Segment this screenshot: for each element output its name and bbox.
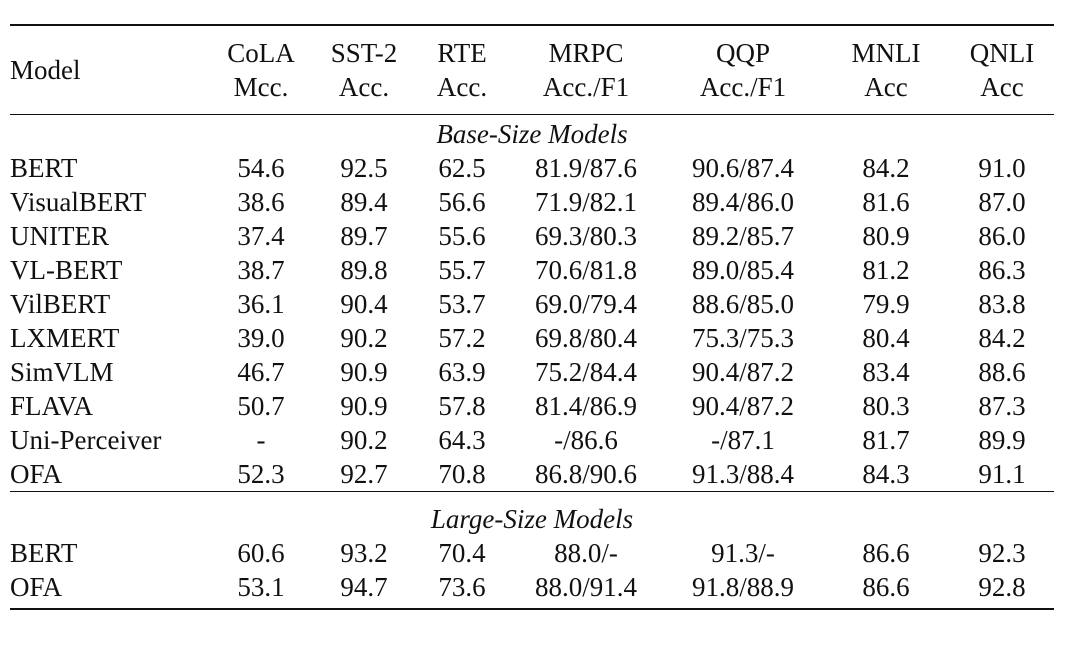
cell-model: BERT [10, 538, 78, 568]
cell-cola: 38.6 [237, 187, 285, 217]
base-size-section [10, 115, 1054, 492]
cell-qnli: 87.0 [978, 187, 1026, 217]
cell-model: LXMERT [10, 323, 120, 353]
cell-cola: 53.1 [237, 572, 285, 602]
cell-mnli: 81.2 [862, 255, 910, 285]
cell-model: FLAVA [10, 391, 94, 421]
cell-mnli: 86.6 [862, 572, 910, 602]
section-title-row [10, 492, 1054, 537]
cell-qqp: 91.8/88.9 [691, 572, 794, 602]
table-row [10, 253, 1054, 287]
cell-mnli: 81.7 [862, 425, 910, 455]
cell-qqp: 90.6/87.4 [691, 153, 794, 183]
cell-qqp: 89.4/86.0 [691, 187, 794, 217]
table-row [10, 151, 1054, 185]
cell-rte: 62.5 [438, 153, 486, 183]
cell-model: VilBERT [10, 289, 111, 319]
section-title: Large-Size Models [430, 504, 634, 534]
cell-mrpc: 70.6/81.8 [534, 255, 637, 285]
cell-sst2: 90.4 [340, 289, 388, 319]
cell-rte: 55.7 [438, 255, 486, 285]
cell-model: OFA [10, 459, 63, 489]
table-row [10, 536, 1054, 570]
cell-qqp: 90.4/87.2 [691, 357, 794, 387]
table-row [10, 570, 1054, 609]
header-model: Model [10, 55, 81, 85]
cell-mnli: 84.3 [862, 459, 910, 489]
cell-sst2: 89.4 [340, 187, 388, 217]
cell-mrpc: 69.0/79.4 [534, 289, 637, 319]
cell-model: VisualBERT [10, 187, 147, 217]
table-row [10, 423, 1054, 457]
table-row [10, 321, 1054, 355]
cell-qnli: 92.3 [978, 538, 1026, 568]
cell-sst2: 94.7 [340, 572, 388, 602]
header-qnli: QNLI Acc [969, 38, 1035, 102]
cell-qnli: 86.3 [978, 255, 1026, 285]
cell-cola: 50.7 [237, 391, 285, 421]
cell-model: BERT [10, 153, 78, 183]
table-row [10, 355, 1054, 389]
cell-cola: 46.7 [237, 357, 285, 387]
header-mnli: MNLI Acc [851, 38, 921, 102]
cell-mrpc: -/86.6 [554, 425, 618, 455]
cell-rte: 57.2 [438, 323, 486, 353]
cell-cola: - [256, 425, 266, 455]
cell-qqp: 90.4/87.2 [691, 391, 794, 421]
cell-sst2: 90.9 [340, 357, 388, 387]
cell-mnli: 86.6 [862, 538, 910, 568]
cell-qqp: 89.2/85.7 [691, 221, 794, 251]
header-qqp: QQP Acc./F1 [699, 38, 787, 102]
cell-qnli: 87.3 [978, 391, 1026, 421]
header-mrpc: MRPC Acc./F1 [542, 38, 630, 102]
cell-mrpc: 86.8/90.6 [534, 459, 637, 489]
cell-qqp: 88.6/85.0 [691, 289, 794, 319]
cell-cola: 36.1 [237, 289, 285, 319]
cell-mrpc: 69.3/80.3 [534, 221, 637, 251]
cell-qnli: 91.0 [978, 153, 1026, 183]
cell-sst2: 92.7 [340, 459, 388, 489]
cell-rte: 56.6 [438, 187, 486, 217]
cell-qqp: 75.3/75.3 [691, 323, 794, 353]
cell-mrpc: 81.9/87.6 [534, 153, 637, 183]
cell-mnli: 84.2 [862, 153, 910, 183]
header-row [10, 25, 1054, 115]
cell-sst2: 89.8 [340, 255, 388, 285]
cell-mrpc: 71.9/82.1 [534, 187, 637, 217]
results-table [10, 24, 1054, 610]
cell-sst2: 92.5 [340, 153, 388, 183]
cell-model: SimVLM [10, 357, 114, 387]
large-size-section [10, 492, 1054, 610]
cell-mrpc: 88.0/- [554, 538, 618, 568]
cell-mnli: 83.4 [862, 357, 910, 387]
cell-qnli: 84.2 [978, 323, 1026, 353]
section-title: Base-Size Models [436, 119, 628, 149]
cell-qnli: 88.6 [978, 357, 1026, 387]
cell-sst2: 90.2 [340, 323, 388, 353]
cell-model: VL-BERT [10, 255, 123, 285]
cell-rte: 70.8 [438, 459, 486, 489]
cell-rte: 73.6 [438, 572, 486, 602]
cell-qqp: 89.0/85.4 [691, 255, 794, 285]
cell-cola: 38.7 [237, 255, 285, 285]
cell-mrpc: 88.0/91.4 [534, 572, 637, 602]
cell-sst2: 89.7 [340, 221, 388, 251]
header-rte: RTE Acc. [436, 38, 488, 102]
cell-sst2: 90.2 [340, 425, 388, 455]
header-sst2: SST-2 Acc. [330, 38, 398, 102]
cell-rte: 55.6 [438, 221, 486, 251]
cell-model: UNITER [10, 221, 109, 251]
cell-qqp: -/87.1 [711, 425, 775, 455]
table-row [10, 287, 1054, 321]
table-row [10, 219, 1054, 253]
cell-rte: 64.3 [438, 425, 486, 455]
cell-model: OFA [10, 572, 63, 602]
cell-qnli: 89.9 [978, 425, 1026, 455]
cell-cola: 60.6 [237, 538, 285, 568]
section-title-row [10, 115, 1054, 152]
cell-mnli: 80.3 [862, 391, 910, 421]
cell-qnli: 86.0 [978, 221, 1026, 251]
cell-mnli: 81.6 [862, 187, 910, 217]
cell-rte: 63.9 [438, 357, 486, 387]
cell-sst2: 90.9 [340, 391, 388, 421]
header-cola: CoLA Mcc. [227, 38, 295, 102]
cell-qnli: 83.8 [978, 289, 1026, 319]
table-row [10, 389, 1054, 423]
cell-sst2: 93.2 [340, 538, 388, 568]
cell-mrpc: 81.4/86.9 [534, 391, 637, 421]
cell-qqp: 91.3/- [711, 538, 775, 568]
cell-cola: 39.0 [237, 323, 285, 353]
cell-rte: 57.8 [438, 391, 486, 421]
cell-mrpc: 75.2/84.4 [534, 357, 637, 387]
cell-mnli: 79.9 [862, 289, 910, 319]
cell-cola: 54.6 [237, 153, 285, 183]
cell-qqp: 91.3/88.4 [691, 459, 794, 489]
cell-mnli: 80.4 [862, 323, 910, 353]
cell-mrpc: 69.8/80.4 [534, 323, 637, 353]
cell-rte: 53.7 [438, 289, 486, 319]
cell-cola: 37.4 [237, 221, 285, 251]
cell-mnli: 80.9 [862, 221, 910, 251]
cell-model: Uni-Perceiver [10, 425, 162, 455]
table-row [10, 185, 1054, 219]
cell-cola: 52.3 [237, 459, 285, 489]
cell-qnli: 92.8 [978, 572, 1026, 602]
table-row [10, 457, 1054, 492]
cell-qnli: 91.1 [978, 459, 1026, 489]
cell-rte: 70.4 [438, 538, 486, 568]
